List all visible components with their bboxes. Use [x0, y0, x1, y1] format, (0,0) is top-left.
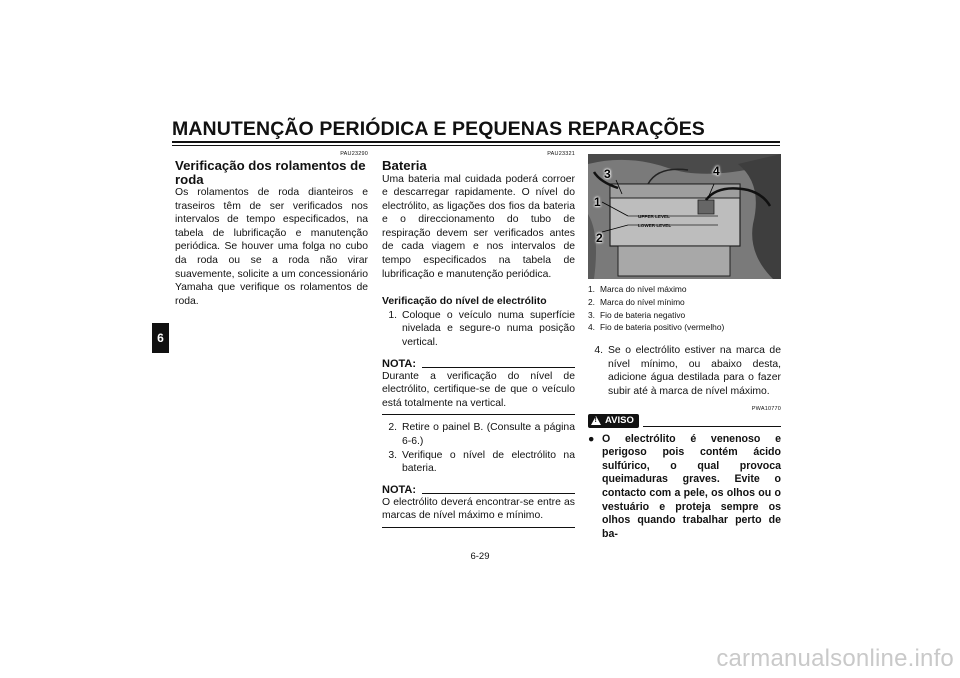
- step-item: [588, 344, 781, 398]
- column-wheel-bearings: [175, 150, 368, 308]
- warning-badge: [588, 414, 639, 428]
- step-item: [382, 421, 575, 448]
- step-text: Retire o painel B. (Consulte a página 6-6.): [402, 422, 575, 447]
- column-battery: [382, 150, 575, 534]
- section-title-battery: Bateria: [382, 158, 427, 173]
- warning-header: [588, 414, 781, 428]
- battery-photo: [588, 154, 781, 279]
- note-end-rule: [382, 527, 575, 528]
- step-number: 1.: [388, 309, 397, 321]
- step-number: 3.: [388, 449, 397, 461]
- note-block: [382, 484, 575, 528]
- callout-4: 4: [713, 164, 720, 178]
- step-number: 4.: [594, 345, 603, 357]
- caption-item: 3. Fio de bateria negativo: [588, 309, 686, 320]
- step-item: [382, 449, 575, 476]
- page-number: 6-29: [470, 551, 490, 562]
- step-text: Se o electrólito estiver na marca de nível mínimo, ou abaixo desta, adicione água destilada para o fazer subir até à marca de nível máximo.: [608, 345, 781, 397]
- note-label: NOTA:: [382, 483, 417, 496]
- header-rule: [172, 141, 780, 143]
- callout-3: 3: [604, 167, 611, 181]
- warning-item: [588, 433, 781, 542]
- note-block: [382, 358, 575, 416]
- caption-item: 4. Fio de bateria positivo (vermelho): [588, 322, 725, 333]
- note-text: Durante a verificação do nível de electrólito, certifique-se de que o veículo está totalmente na vertical.: [382, 370, 575, 409]
- warning-label: AVISO: [605, 414, 634, 426]
- caption-item: 1. Marca do nível máximo: [588, 284, 687, 294]
- paragraph-battery: Uma bateria mal cuidada poderá corroer e descarregar rapidamente. O nível do electrólito, as ligações dos fios da bateria e o direccionamento do tubo de respiração devem ser verificados antes de cada viagem e nos intervalos de tempo especificados na tabela de lubrificação e manutenção periódica.: [382, 173, 575, 280]
- subheading-electrolyte-check: Verificação do nível de electrólito: [382, 296, 547, 308]
- watermark: carmanualsonline.info: [716, 645, 954, 672]
- step-text: Coloque o veículo numa superfície nivelada e segure-o numa posição vertical.: [402, 309, 575, 349]
- figure-caption-list: [588, 283, 781, 334]
- step-item: [382, 309, 575, 350]
- battery-illustration: [588, 154, 781, 279]
- callout-2: 2: [596, 231, 603, 245]
- bullet-icon: ●: [588, 432, 595, 445]
- note-rule: [422, 493, 575, 494]
- chapter-tab: 6: [152, 323, 169, 353]
- header-rule-thin: [172, 145, 780, 146]
- callout-1: 1: [594, 195, 601, 209]
- note-end-rule: [382, 414, 575, 415]
- upper-level-label: UPPER LEVEL: [638, 214, 670, 219]
- warning-text: O electrólito é venenoso e perigoso pois contém ácido sulfúrico, o qual provoca queimaduras graves. Evite o contacto com a pele, os olhos ou o vestuário e proteja sempre os olhos quando trabalhar perto de ba-: [602, 432, 781, 540]
- lower-level-label: LOWER LEVEL: [638, 223, 672, 228]
- reference-code: PAU23321: [547, 151, 575, 157]
- section-title-wheel-bearings: Verificação dos rolamentos de roda: [175, 158, 366, 187]
- paragraph-wheel-bearings: Os rolamentos de roda dianteiros e traseiros têm de ser verificados nos intervalos de tempo especificados, na tabela de lubrificação e manutenção periódica. Se houver uma folga no cubo da roda ou se a roda não virar suavemente, solicite a um concessionário Yamaha que verifique os rolamentos de roda.: [175, 187, 368, 307]
- step-number: 2.: [388, 422, 397, 434]
- note-rule: [422, 367, 575, 368]
- step-text: Verifique o nível de electrólito na bateria.: [402, 449, 575, 475]
- reference-code: PWA10770: [751, 405, 781, 412]
- column-battery-figure: [588, 150, 781, 541]
- warning-rule: [643, 426, 781, 427]
- note-label: NOTA:: [382, 357, 417, 370]
- warning-triangle-icon: !: [591, 416, 601, 425]
- page-title: MANUTENÇÃO PERIÓDICA E PEQUENAS REPARAÇÕES: [172, 118, 705, 140]
- caption-item: 2. Marca do nível mínimo: [588, 296, 685, 307]
- note-text: O electrólito deverá encontrar-se entre as marcas de nível máximo e mínimo.: [382, 496, 575, 522]
- reference-code: PAU23290: [340, 151, 368, 157]
